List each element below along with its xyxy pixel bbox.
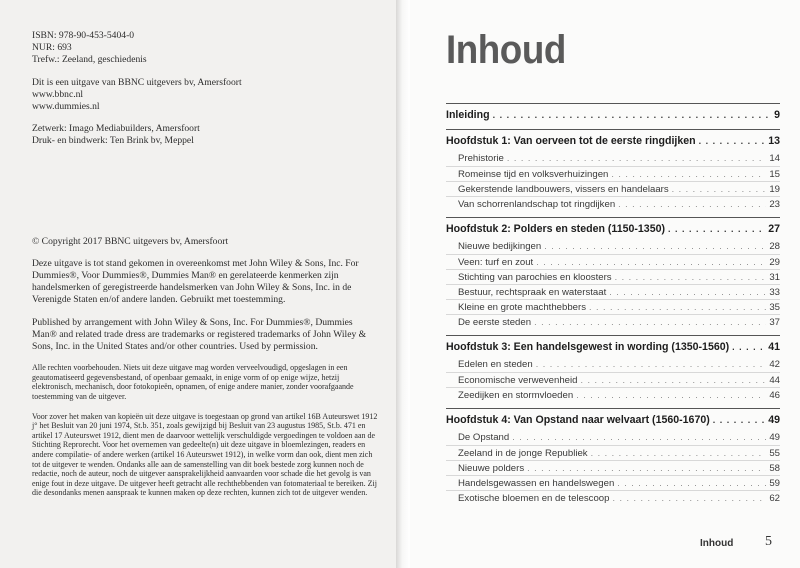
section-label: Kleine en grote machthebbers: [458, 302, 586, 313]
page-title: Inhoud: [446, 28, 566, 72]
section-page: 31: [769, 272, 780, 283]
toc-section: [446, 166, 780, 181]
toc-section: [446, 196, 780, 211]
leader-dots: [534, 317, 766, 327]
section-page: 28: [769, 241, 780, 252]
leader-dots: [493, 110, 772, 120]
section-page: 44: [769, 375, 780, 386]
section-label: Nieuwe bedijkingen: [458, 241, 542, 252]
table-of-contents: [446, 103, 780, 505]
trademark-en: [32, 317, 378, 354]
section-page: 23: [769, 199, 780, 210]
toc-section: [446, 254, 780, 269]
section-label: Romeinse tijd en volksverhuizingen: [458, 169, 609, 180]
chapter-page: 49: [768, 414, 780, 426]
trademark-nl: [32, 258, 378, 307]
leader-dots: [615, 272, 767, 282]
toc-section: [446, 475, 780, 490]
rights-text: Alle rechten voorbehouden. Niets uit deze uitgave mag worden verveelvoudigd, opgeslagen in een geautomatiseerd gegevensbestand, of openbaar gemaakt, in enige vorm of op enige wijze, hetzij elektronisch, mechanisch, door fotokopieën, opnamen, of enige andere manier, zonder voorafgaande toestemming van de uitgever.: [32, 363, 354, 402]
section-page: 37: [769, 317, 780, 328]
leader-dots: [672, 184, 767, 194]
book-metadata: [32, 30, 378, 67]
toc-section: [446, 372, 780, 387]
toc-section: [446, 430, 780, 445]
toc-section: [446, 269, 780, 284]
leader-dots: [591, 448, 767, 458]
book-gutter: [396, 0, 410, 568]
dummies-url: www.dummies.nl: [32, 101, 100, 113]
legal-notice: [32, 412, 378, 498]
trademark-en-text: Published by arrangement with John Wiley & Sons, Inc. For Dummies®, Dummies Man® and related trade dress are trademarks or registered trademarks of John Wiley & Sons, Inc. in the United States and/or other countries. Used by permission.: [32, 316, 367, 353]
running-footer: Inhoud: [700, 538, 734, 549]
typesetting-credit: Zetwerk: Imago Mediabuilders, Amersfoort: [32, 123, 200, 135]
toc-section: [446, 445, 780, 460]
toc-section: [446, 490, 780, 505]
page-number: 5: [765, 534, 772, 549]
chapter-page: 27: [768, 223, 780, 235]
section-label: Stichting van parochies en kloosters: [458, 272, 612, 283]
section-page: 49: [769, 432, 780, 443]
toc-section: [446, 299, 780, 314]
nur: NUR: 693: [32, 42, 72, 54]
section-label: De Opstand: [458, 432, 510, 443]
toc-entry-page: 9: [774, 109, 780, 121]
toc-section: [446, 239, 780, 254]
legal-text: Voor zover het maken van kopieën uit deze uitgave is toegestaan op grond van artikel 16B Auteurswet 1912 j° het Besluit van 20 juni 1974, St.b. 351, zoals gewijzigd bij Besluit van 23 augustus 1985, St.b. 471 en artikel 17 Auteurswet 1912, dient men de daarvoor wettelijk verschuldigde vergoedingen te voldoen aan de Stichting Reprorecht. Voor het overnemen van gedeelte(n) uit deze uitgave in bloemlezingen, readers en andere compilatie- of andere werken (artikel 16 Auteurswet 1912), in welke vorm dan ook, dient men zich tot de uitgever te wenden. Ondanks alle aan de samenstelling van dit boek bestede zorg kunnen noch de redactie, noch de auteur, noch de uitgever aansprakelijkheid aanvaarden voor schade die het gevolg is van enige fout in deze uitgave. De uitgever heeft getracht alle rechthebbenden van fotomateriaal te bereiken. Zij die desondanks menen aanspraak te kunnen maken op deze rechten, kunnen zich tot de uitgever wenden.: [32, 411, 378, 498]
leader-dots: [713, 415, 765, 425]
section-page: 62: [769, 493, 780, 504]
leader-dots: [699, 136, 766, 146]
rights-reserved: [32, 363, 378, 401]
trademark-nl-text: Deze uitgave is tot stand gekomen in overeenkomst met John Wiley & Sons, Inc. For Dummies®, Voor Dummies®, Dummies Man® en gerelateerde kenmerken zijn handelsmerken of geregistreerde handelsmerken van John Wiley & Sons, Inc. in de Verenigde Staten en/of andere landen. Gebruikt met toestemming.: [32, 257, 359, 306]
toc-section: [446, 284, 780, 299]
section-label: Edelen en steden: [458, 359, 533, 370]
publisher-url: www.bbnc.nl: [32, 88, 84, 100]
toc-entry: [446, 109, 780, 123]
isbn: ISBN: 978-90-453-5404-0: [32, 30, 135, 41]
toc-chapter-heading: [446, 135, 780, 149]
copyright-line: © Copyright 2017 BBNC uitgevers bv, Amersfoort: [32, 235, 229, 247]
toc-chapter-heading: [446, 414, 780, 428]
printing-credit: Druk- en bindwerk: Ten Brink bv, Meppel: [32, 135, 194, 147]
leader-dots: [668, 224, 765, 234]
section-page: 33: [769, 287, 780, 298]
toc-section: [446, 460, 780, 475]
chapter-page: 13: [768, 135, 780, 147]
keywords: Trefw.: Zeeland, geschiedenis: [32, 54, 147, 66]
toc-section: [446, 387, 780, 402]
section-label: Van schorrenlandschap tot ringdijken: [458, 199, 616, 210]
leader-dots: [580, 375, 766, 385]
section-label: Economische verwevenheid: [458, 375, 578, 386]
leader-dots: [589, 302, 766, 312]
section-label: Exotische bloemen en de telescoop: [458, 493, 610, 504]
toc-entry-label: Inleiding: [446, 109, 490, 121]
leader-dots: [512, 432, 766, 442]
section-label: Prehistorie: [458, 153, 504, 164]
toc-chapter-heading: [446, 341, 780, 355]
chapter-page: 41: [768, 341, 780, 353]
section-page: 59: [769, 478, 780, 489]
leader-dots: [611, 169, 766, 179]
section-label: Bestuur, rechtspraak en waterstaat: [458, 287, 607, 298]
leader-dots: [618, 199, 766, 209]
toc-chapter-1: [446, 129, 780, 211]
section-label: De eerste steden: [458, 317, 532, 328]
toc-section: [446, 314, 780, 329]
leader-dots: [612, 493, 766, 503]
section-page: 15: [769, 169, 780, 180]
section-label: Handelsgewassen en handelswegen: [458, 478, 615, 489]
chapter-label: Hoofdstuk 3: Een handelsgewest in wording (1350-1560): [446, 341, 730, 353]
production-credits: [32, 123, 378, 147]
section-label: Nieuwe polders: [458, 463, 525, 474]
section-page: 19: [769, 184, 780, 195]
leader-dots: [732, 342, 765, 352]
section-page: 35: [769, 302, 780, 313]
section-page: 46: [769, 390, 780, 401]
publisher-line: Dit is een uitgave van BBNC uitgevers bv, Amersfoort: [32, 76, 242, 88]
toc-intro: [446, 103, 780, 123]
right-page: [410, 0, 800, 568]
section-label: Zeedijken en stormvloeden: [458, 390, 574, 401]
chapter-label: Hoofdstuk 4: Van Opstand naar welvaart (1560-1670): [446, 414, 710, 426]
toc-chapter-3: [446, 335, 780, 402]
section-label: Gekerstende landbouwers, vissers en handelaars: [458, 184, 669, 195]
section-page: 55: [769, 448, 780, 459]
leader-dots: [536, 257, 766, 267]
leader-dots: [544, 241, 766, 251]
section-label: Veen: turf en zout: [458, 257, 534, 268]
leader-dots: [576, 390, 766, 400]
left-page: [0, 0, 398, 568]
copyright-block: [32, 236, 378, 248]
section-page: 14: [769, 153, 780, 164]
section-page: 29: [769, 257, 780, 268]
chapter-label: Hoofdstuk 2: Polders en steden (1150-1350): [446, 223, 666, 235]
toc-chapter-heading: [446, 223, 780, 237]
leader-dots: [507, 153, 766, 163]
toc-section: [446, 357, 780, 372]
leader-dots: [527, 463, 766, 473]
toc-section: [446, 181, 780, 196]
leader-dots: [609, 287, 766, 297]
toc-chapter-4: [446, 408, 780, 505]
section-page: 42: [769, 359, 780, 370]
leader-dots: [536, 359, 767, 369]
section-label: Zeeland in de jonge Republiek: [458, 448, 588, 459]
leader-dots: [617, 478, 766, 488]
chapter-label: Hoofdstuk 1: Van oerveen tot de eerste ringdijken: [446, 135, 696, 147]
toc-section: [446, 151, 780, 166]
publisher-info: [32, 77, 378, 114]
section-page: 58: [769, 463, 780, 474]
toc-chapter-2: [446, 217, 780, 329]
